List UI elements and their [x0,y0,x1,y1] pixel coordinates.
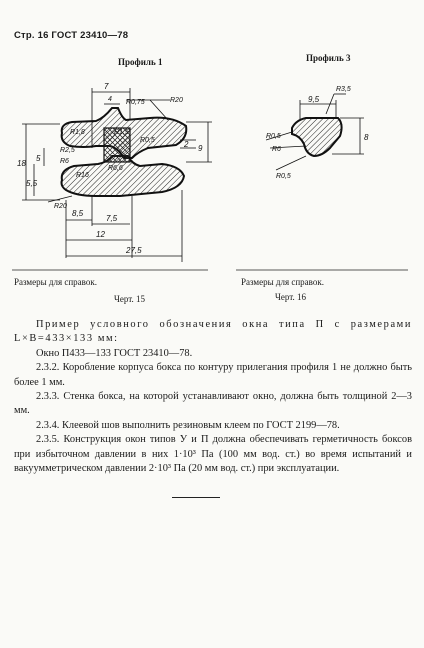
profile-3-title: Профиль 3 [306,53,351,63]
dim-r20-lower: R20 [54,203,67,210]
dim-r05: R0,5 [140,137,155,144]
dim-r16: R16 [76,172,89,179]
paragraph-example: Пример условного обозначения окна типа П с размерами L×B=433×133 мм: [14,319,412,345]
dim-r20: R20 [170,97,183,104]
dim-r15: R1,5 [114,129,129,136]
page-header: Стр. 16 ГОСТ 23410—78 [14,30,129,41]
paragraph-2-3-2: 2.3.2. Коробление корпуса бокса по контуру прилегания профиля 1 не должно быть более 1 мм. [14,362,412,388]
end-rule [172,497,220,498]
dim-r66: R6,6 [108,165,123,172]
profile-3-drawing [266,86,369,180]
profile-1-title: Профиль 1 [118,57,163,67]
dim-8-5: 8,5 [72,209,84,218]
dim-r075: R0,75 [126,99,145,106]
dim-9: 9 [198,144,203,153]
dim-18: 18 [17,159,26,168]
dim-5-5: 5,5 [26,179,38,188]
dim-4: 4 [108,96,112,103]
body-text [14,318,412,476]
dim-7-5: 7,5 [106,214,118,223]
profile-1-drawing [17,82,212,262]
dim-8: 8 [364,133,369,142]
caption-reference-right: Размеры для справок. [241,277,324,287]
dim-r18: R1,8 [70,129,85,136]
dim-r6-p3: R6 [272,146,281,153]
paragraph-2-3-5: 2.3.5. Конструкция окон типов У и П должна обеспечивать герметичность боксов при избыточном давлении в них 1·10³ Па (100 мм вод. ст.) во время испытаний и вакуумметрическом давлении 2·10³ Па (20 мм вод. ст.) при эксплуатации. [14,434,412,475]
dim-27-5: 27,5 [126,246,142,255]
dim-r05-top: R0,5 [266,133,281,140]
dim-2: 2 [184,140,189,149]
profile-3-section [292,118,342,156]
dim-9-5: 9,5 [308,95,320,104]
dim-r25: R2,5 [60,147,75,154]
figure-label-16: Черт. 16 [275,292,306,302]
figure-label-15: Черт. 15 [114,294,145,304]
paragraph-2-3-4: 2.3.4. Клеевой шов выполнить резиновым клеем по ГОСТ 2199—78. [36,419,340,431]
paragraph-2-3-3: 2.3.3. Стенка бокса, на которой устанавливают окно, должна быть толщиной 2—3 мм. [14,391,412,417]
dim-7: 7 [104,82,109,91]
paragraph-designation: Окно П433—133 ГОСТ 23410—78. [36,347,193,359]
dim-r3-5: R3,5 [336,86,351,93]
dim-r6: R6 [60,158,69,165]
dim-r05-bottom: R0,5 [276,173,291,180]
dim-12: 12 [96,230,105,239]
caption-reference-left: Размеры для справок. [14,277,97,287]
dim-5: 5 [36,154,41,163]
